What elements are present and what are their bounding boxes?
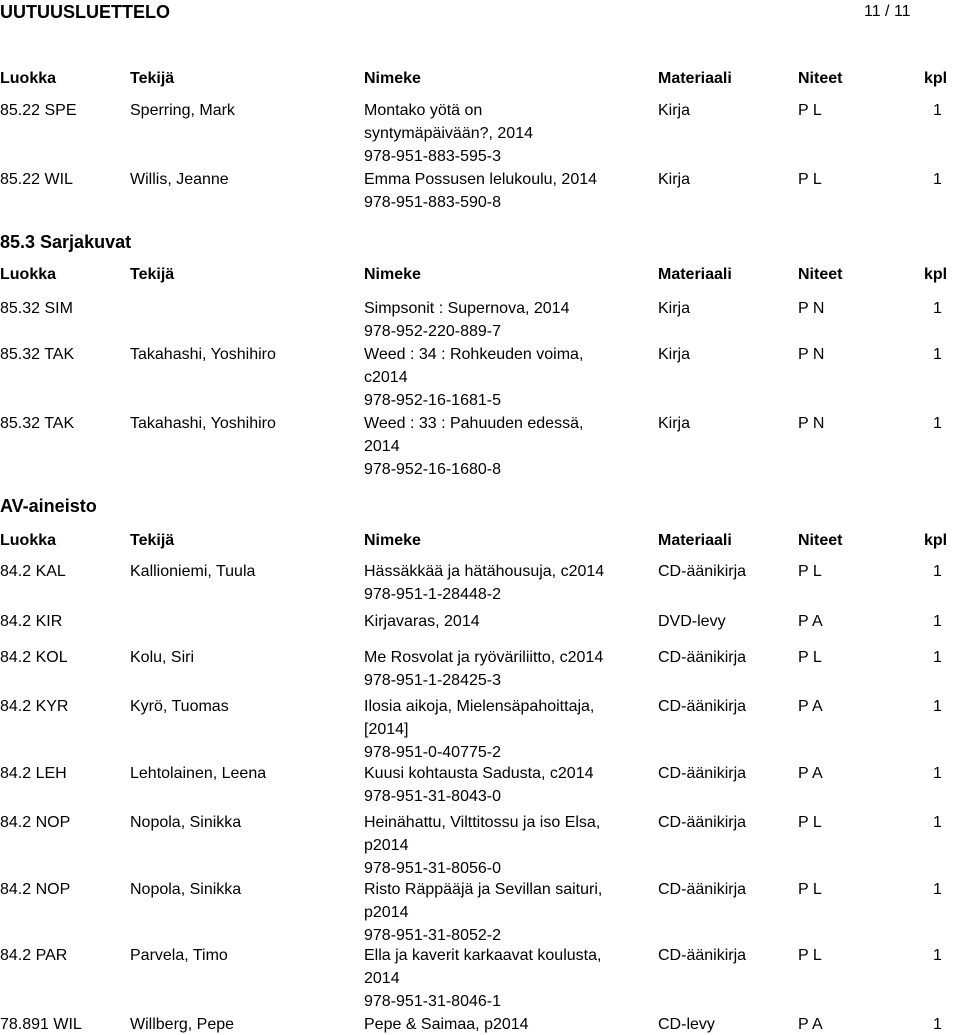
- col-header-tekija: Tekijä: [130, 266, 175, 283]
- row-materiaali: CD-äänikirja: [658, 698, 747, 715]
- row-tekija: Kolu, Siri: [130, 649, 195, 666]
- col-header-luokka: Luokka: [0, 70, 57, 87]
- row-nimeke: Hässäkkää ja hätähousuja, c2014: [364, 563, 605, 580]
- col-header-tekija: Tekijä: [130, 532, 175, 549]
- row-tekija: Kallioniemi, Tuula: [130, 563, 256, 580]
- row-niteet: P A: [798, 613, 823, 630]
- row-luokka: 84.2 KIR: [0, 613, 63, 630]
- col-header-kpl: kpl: [924, 70, 948, 87]
- row-niteet: P A: [798, 698, 823, 715]
- row-nimeke: Ella ja kaverit karkaavat koulusta,: [364, 947, 602, 964]
- row-kpl: 1: [933, 346, 942, 363]
- row-kpl: 1: [933, 1016, 942, 1033]
- row-tekija: Takahashi, Yoshihiro: [130, 415, 276, 432]
- row-kpl: 1: [933, 649, 942, 666]
- col-header-niteet: Niteet: [798, 266, 843, 283]
- page-number: 11 / 11: [864, 3, 911, 20]
- row-isbn: 978-951-883-595-3: [364, 148, 501, 165]
- row-nimeke: 2014: [364, 970, 400, 987]
- row-luokka: 85.32 TAK: [0, 415, 75, 432]
- row-isbn: 978-951-31-8052-2: [364, 927, 501, 944]
- row-materiaali: Kirja: [658, 300, 691, 317]
- row-niteet: P N: [798, 300, 825, 317]
- row-tekija: Parvela, Timo: [130, 947, 228, 964]
- row-tekija: Lehtolainen, Leena: [130, 765, 267, 782]
- row-isbn: 978-951-31-8056-0: [364, 860, 501, 877]
- row-luokka: 84.2 LEH: [0, 765, 67, 782]
- col-header-kpl: kpl: [924, 266, 948, 283]
- row-isbn: 978-951-31-8046-1: [364, 993, 501, 1010]
- row-nimeke: Montako yötä on: [364, 102, 483, 119]
- col-header-nimeke: Nimeke: [364, 266, 421, 283]
- col-header-niteet: Niteet: [798, 532, 843, 549]
- col-header-materiaali: Materiaali: [658, 532, 732, 549]
- row-nimeke: c2014: [364, 369, 408, 386]
- row-niteet: P L: [798, 649, 822, 666]
- row-materiaali: CD-äänikirja: [658, 649, 747, 666]
- row-materiaali: CD-äänikirja: [658, 814, 747, 831]
- row-luokka: 85.22 WIL: [0, 171, 73, 188]
- row-luokka: 78.891 WIL: [0, 1016, 82, 1033]
- row-nimeke: 2014: [364, 438, 400, 455]
- col-header-materiaali: Materiaali: [658, 70, 732, 87]
- row-isbn: 978-951-31-8043-0: [364, 788, 501, 805]
- row-nimeke: syntymäpäivään?, 2014: [364, 125, 533, 142]
- col-header-kpl: kpl: [924, 532, 948, 549]
- col-header-luokka: Luokka: [0, 266, 57, 283]
- row-isbn: 978-951-1-28448-2: [364, 586, 501, 603]
- row-materiaali: Kirja: [658, 415, 691, 432]
- row-kpl: 1: [933, 563, 942, 580]
- row-kpl: 1: [933, 171, 942, 188]
- row-nimeke: Heinähattu, Vilttitossu ja iso Elsa,: [364, 814, 601, 831]
- row-isbn: 978-952-16-1680-8: [364, 461, 501, 478]
- row-isbn: 978-952-220-889-7: [364, 323, 501, 340]
- row-luokka: 84.2 KOL: [0, 649, 68, 666]
- row-nimeke: Kirjavaras, 2014: [364, 613, 480, 630]
- row-isbn: 978-952-16-1681-5: [364, 392, 501, 409]
- row-tekija: Sperring, Mark: [130, 102, 235, 119]
- row-luokka: 84.2 KAL: [0, 563, 66, 580]
- row-nimeke: p2014: [364, 904, 409, 921]
- col-header-nimeke: Nimeke: [364, 532, 421, 549]
- row-materiaali: CD-äänikirja: [658, 765, 747, 782]
- row-niteet: P L: [798, 171, 822, 188]
- row-nimeke: p2014: [364, 837, 409, 854]
- section-heading: 85.3 Sarjakuvat: [0, 232, 132, 252]
- row-materiaali: Kirja: [658, 171, 691, 188]
- row-kpl: 1: [933, 765, 942, 782]
- row-kpl: 1: [933, 698, 942, 715]
- row-kpl: 1: [933, 102, 942, 119]
- row-kpl: 1: [933, 613, 942, 630]
- row-nimeke: Me Rosvolat ja ryöväriliitto, c2014: [364, 649, 604, 666]
- row-niteet: P L: [798, 563, 822, 580]
- row-nimeke: Emma Possusen lelukoulu, 2014: [364, 171, 598, 188]
- col-header-nimeke: Nimeke: [364, 70, 421, 87]
- row-luokka: 84.2 KYR: [0, 698, 69, 715]
- row-luokka: 84.2 PAR: [0, 947, 68, 964]
- row-materiaali: DVD-levy: [658, 613, 726, 630]
- row-niteet: P N: [798, 415, 825, 432]
- row-nimeke: [2014]: [364, 721, 409, 738]
- row-niteet: P L: [798, 947, 822, 964]
- row-isbn: 978-951-0-40775-2: [364, 744, 501, 761]
- row-niteet: P L: [798, 814, 822, 831]
- row-materiaali: CD-levy: [658, 1016, 715, 1033]
- row-niteet: P A: [798, 765, 823, 782]
- row-nimeke: Risto Räppääjä ja Sevillan saituri,: [364, 881, 603, 898]
- row-kpl: 1: [933, 947, 942, 964]
- row-kpl: 1: [933, 814, 942, 831]
- col-header-niteet: Niteet: [798, 70, 843, 87]
- row-nimeke: Ilosia aikoja, Mielensäpahoittaja,: [364, 698, 595, 715]
- row-luokka: 85.32 TAK: [0, 346, 75, 363]
- row-materiaali: Kirja: [658, 346, 691, 363]
- col-header-luokka: Luokka: [0, 532, 57, 549]
- row-nimeke: Weed : 33 : Pahuuden edessä,: [364, 415, 584, 432]
- row-tekija: Nopola, Sinikka: [130, 881, 242, 898]
- row-tekija: Willis, Jeanne: [130, 171, 229, 188]
- row-luokka: 85.22 SPE: [0, 102, 77, 119]
- row-niteet: P A: [798, 1016, 823, 1033]
- row-isbn: 978-951-883-590-8: [364, 194, 501, 211]
- row-kpl: 1: [933, 415, 942, 432]
- section-heading: AV-aineisto: [0, 496, 97, 516]
- row-tekija: Kyrö, Tuomas: [130, 698, 229, 715]
- row-tekija: Takahashi, Yoshihiro: [130, 346, 276, 363]
- row-luokka: 84.2 NOP: [0, 881, 71, 898]
- row-materiaali: CD-äänikirja: [658, 881, 747, 898]
- row-kpl: 1: [933, 881, 942, 898]
- row-luokka: 84.2 NOP: [0, 814, 71, 831]
- row-materiaali: Kirja: [658, 102, 691, 119]
- row-niteet: P L: [798, 102, 822, 119]
- document-title: UUTUUSLUETTELO: [0, 2, 170, 22]
- row-nimeke: Kuusi kohtausta Sadusta, c2014: [364, 765, 594, 782]
- row-luokka: 85.32 SIM: [0, 300, 73, 317]
- row-niteet: P N: [798, 346, 825, 363]
- row-tekija: Willberg, Pepe: [130, 1016, 235, 1033]
- row-nimeke: Weed : 34 : Rohkeuden voima,: [364, 346, 584, 363]
- row-materiaali: CD-äänikirja: [658, 947, 747, 964]
- row-isbn: 978-951-1-28425-3: [364, 672, 501, 689]
- row-nimeke: Simpsonit : Supernova, 2014: [364, 300, 570, 317]
- row-tekija: Nopola, Sinikka: [130, 814, 242, 831]
- col-header-materiaali: Materiaali: [658, 266, 732, 283]
- row-materiaali: CD-äänikirja: [658, 563, 747, 580]
- col-header-tekija: Tekijä: [130, 70, 175, 87]
- row-nimeke: Pepe & Saimaa, p2014: [364, 1016, 529, 1033]
- row-niteet: P L: [798, 881, 822, 898]
- row-kpl: 1: [933, 300, 942, 317]
